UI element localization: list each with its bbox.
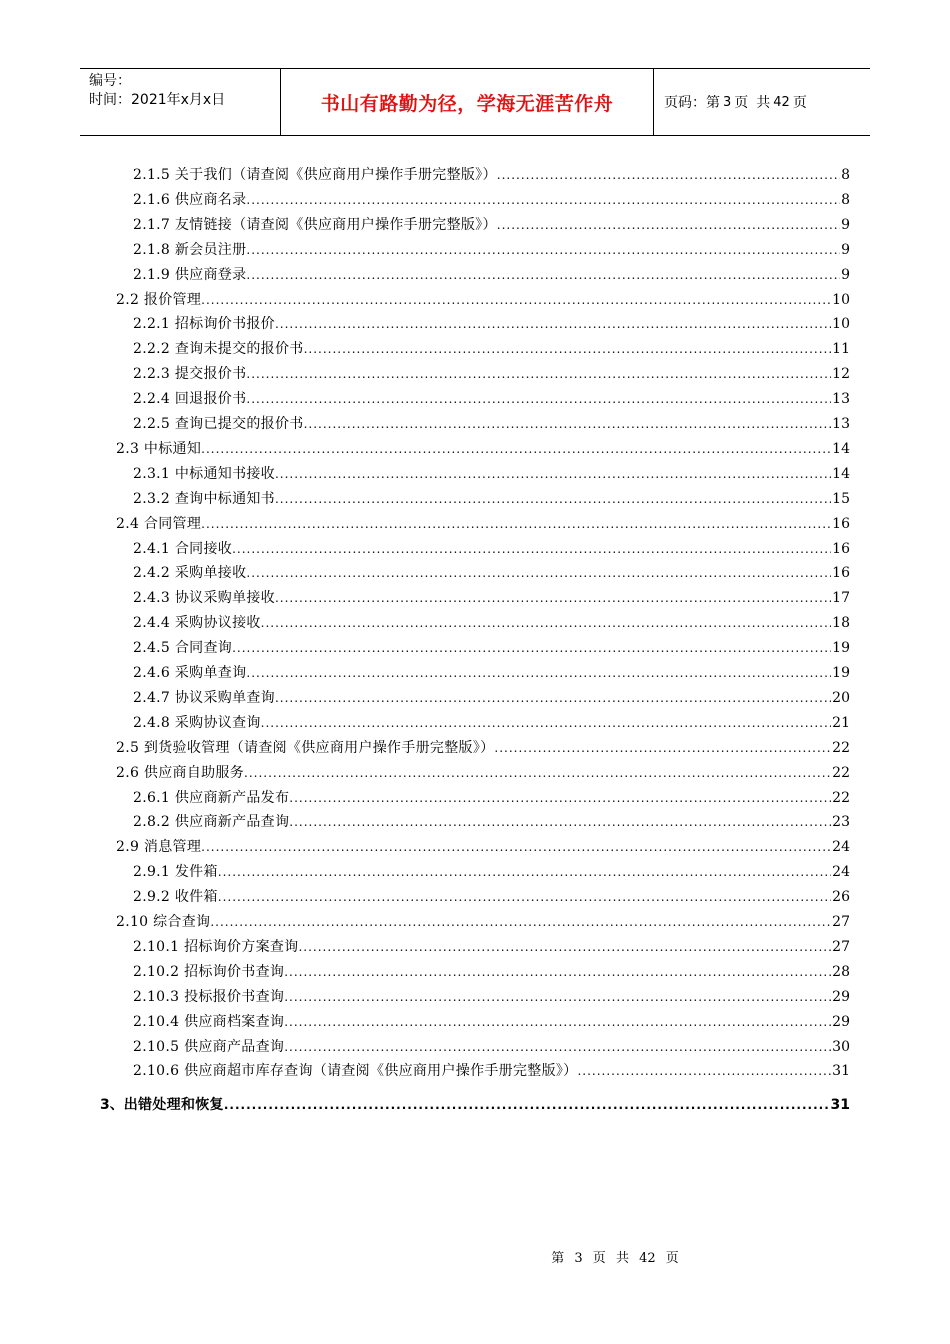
toc-entry[interactable] xyxy=(116,911,850,933)
toc-entry[interactable] xyxy=(133,811,850,833)
toc-entry-title: 2.6 供应商自助服务 xyxy=(116,764,245,781)
toc-leader-dots xyxy=(289,811,831,833)
toc-leader-dots xyxy=(304,338,832,360)
toc-entry[interactable] xyxy=(133,986,850,1008)
toc-entry[interactable] xyxy=(133,413,850,435)
toc-entry-title: 2.10.3 投标报价书查询 xyxy=(133,988,285,1005)
footer-pre: 第 xyxy=(551,1251,565,1266)
toc-leader-dots xyxy=(275,488,831,510)
toc-entry-title: 2.4 合同管理 xyxy=(116,515,202,532)
toc-entry-title: 2.5 到货验收管理（请查阅《供应商用户操作手册完整版》） xyxy=(116,739,495,756)
toc-entry[interactable] xyxy=(116,438,850,460)
header-page-current: 3 xyxy=(723,94,732,110)
toc-entry-page: 9 xyxy=(841,216,850,233)
toc-entry-page: 11 xyxy=(832,341,850,358)
toc-entry-page: 27 xyxy=(832,938,850,955)
toc-entry[interactable] xyxy=(133,189,850,211)
toc-leader-dots xyxy=(497,214,840,236)
toc-leader-dots xyxy=(284,1011,831,1033)
toc-entry[interactable] xyxy=(133,637,850,659)
header-page-total-label: 共 xyxy=(756,95,771,111)
toc-entry[interactable] xyxy=(133,313,850,335)
footer-mid: 页 xyxy=(592,1251,606,1266)
toc-entry-page: 16 xyxy=(832,540,850,557)
header-page-label: 页码：第 xyxy=(664,95,720,111)
toc-entry[interactable] xyxy=(133,1060,850,1082)
toc-leader-dots xyxy=(497,164,840,186)
page-footer xyxy=(0,1247,950,1266)
toc-leader-dots xyxy=(218,886,831,908)
toc-entry-title: 2.4.2 采购单接收 xyxy=(133,565,247,582)
toc-entry[interactable] xyxy=(133,488,850,510)
toc-leader-dots xyxy=(275,587,831,609)
toc-entry-page: 23 xyxy=(832,814,850,831)
toc-entry-page: 29 xyxy=(832,1013,850,1030)
toc-entry[interactable] xyxy=(116,762,850,784)
toc-entry[interactable] xyxy=(133,463,850,485)
footer-total-label: 共 xyxy=(615,1251,629,1266)
toc-entry-page: 30 xyxy=(832,1038,850,1055)
toc-entry-page: 22 xyxy=(832,739,850,756)
code-label: 编号： xyxy=(89,73,131,89)
toc-entry-page: 28 xyxy=(832,963,850,980)
footer-end: 页 xyxy=(665,1251,679,1266)
toc-entry-title: 2.1.9 供应商登录 xyxy=(133,266,247,283)
toc-leader-dots xyxy=(232,538,831,560)
toc-leader-dots xyxy=(246,662,831,684)
toc-entry-page: 24 xyxy=(832,839,850,856)
toc-entry[interactable] xyxy=(133,886,850,908)
time-label: 时间：2021年x月x日 xyxy=(89,92,226,108)
toc-entry-page: 29 xyxy=(832,988,850,1005)
toc-entry-title: 2.2.1 招标询价书报价 xyxy=(133,316,275,333)
toc-leader-dots xyxy=(246,562,831,584)
toc-entry[interactable] xyxy=(116,836,850,858)
toc-entry[interactable] xyxy=(116,513,850,535)
toc-leader-dots xyxy=(304,413,832,435)
toc-entry-title: 2.10.1 招标询价方案查询 xyxy=(133,938,299,955)
toc-entry-page: 16 xyxy=(832,565,850,582)
toc-chapter-title: 出错处理和恢复 xyxy=(123,1097,224,1113)
toc-entry-title: 2.8.2 供应商新产品查询 xyxy=(133,814,290,831)
toc-entry-page: 8 xyxy=(841,191,850,208)
toc-entry-title: 2.4.5 合同查询 xyxy=(133,640,233,657)
toc-entry[interactable] xyxy=(116,289,850,311)
toc-leader-dots xyxy=(289,787,831,809)
toc-leader-dots xyxy=(275,463,831,485)
toc-leader-dots xyxy=(201,438,831,460)
toc-entry-title: 2.10 综合查询 xyxy=(116,914,211,930)
toc-leader-dots xyxy=(246,189,840,211)
toc-entry-page: 13 xyxy=(832,391,850,408)
toc-entry-page: 8 xyxy=(841,167,850,183)
toc-entry-page: 16 xyxy=(832,515,850,532)
toc-leader-dots xyxy=(201,513,831,535)
toc-entry-page: 10 xyxy=(832,291,850,308)
toc-leader-dots xyxy=(244,762,831,784)
toc-leader-dots xyxy=(261,612,832,634)
toc-leader-dots xyxy=(246,388,831,410)
toc-entry-title: 2.9.2 收件箱 xyxy=(133,889,218,906)
toc-entry[interactable] xyxy=(133,861,850,883)
toc-entry-title: 2.1.7 友情链接（请查阅《供应商用户操作手册完整版》） xyxy=(133,216,497,233)
toc-entry-title: 2.3 中标通知 xyxy=(116,440,202,457)
toc-entry-title: 2.2.2 查询未提交的报价书 xyxy=(133,341,304,358)
toc-entry-page: 24 xyxy=(832,864,850,881)
toc-entry[interactable] xyxy=(133,936,850,958)
header-page-info xyxy=(654,69,870,135)
header-page-end: 页 xyxy=(792,95,807,111)
toc-entry[interactable] xyxy=(133,562,850,584)
header-page-mid: 页 xyxy=(734,95,749,111)
toc-entry-title: 2.3.1 中标通知书接收 xyxy=(133,465,275,482)
toc-entry-page: 22 xyxy=(832,789,850,806)
toc-entry-title: 2.10.4 供应商档案查询 xyxy=(133,1013,285,1030)
toc-leader-dots xyxy=(275,687,831,709)
toc-entry[interactable] xyxy=(133,338,850,360)
toc-entry-chapter[interactable] xyxy=(100,1094,850,1116)
toc-entry-title: 2.1.5 关于我们（请查阅《供应商用户操作手册完整版》） xyxy=(133,167,497,183)
toc-entry[interactable] xyxy=(133,264,850,286)
toc-entry-title: 2.1.6 供应商名录 xyxy=(133,191,247,208)
toc-entry-title: 2.6.1 供应商新产品发布 xyxy=(133,789,290,806)
footer-current: 3 xyxy=(574,1251,583,1266)
toc-leader-dots xyxy=(218,861,831,883)
toc-leader-dots xyxy=(210,911,831,933)
toc-entry-page: 26 xyxy=(832,889,850,906)
toc-leader-dots xyxy=(284,1036,831,1058)
footer-total: 42 xyxy=(639,1251,656,1266)
toc-leader-dots xyxy=(261,712,832,734)
toc-entry[interactable] xyxy=(133,363,850,385)
toc-entry-page: 17 xyxy=(832,590,850,607)
toc-entry-title: 2.4.8 采购协议查询 xyxy=(133,714,261,731)
toc-entry-title: 2.2.3 提交报价书 xyxy=(133,366,247,383)
header-motto: 书山有路勤为径，学海无涯苦作舟 xyxy=(281,69,654,135)
toc-entry-page: 10 xyxy=(832,316,850,333)
toc-entry-page: 13 xyxy=(832,416,850,432)
toc-entry-page: 21 xyxy=(832,714,850,731)
toc-leader-dots xyxy=(275,313,831,335)
toc-chapter-number: 3、 xyxy=(100,1097,124,1113)
toc-entry[interactable] xyxy=(133,712,850,734)
toc-leader-dots xyxy=(201,289,831,311)
page-header xyxy=(80,68,870,136)
toc-entry-title: 2.3.2 查询中标通知书 xyxy=(133,490,275,507)
toc-entry[interactable] xyxy=(133,214,850,236)
toc-entry-page: 14 xyxy=(832,465,850,482)
toc-leader-dots xyxy=(577,1060,831,1082)
toc-entry-page: 14 xyxy=(832,440,850,457)
toc-entry-page: 19 xyxy=(832,640,850,657)
toc-leader-dots xyxy=(246,363,831,385)
toc-leader-dots xyxy=(284,961,831,983)
toc-entry-title: 2.2 报价管理 xyxy=(116,291,202,308)
toc-entry-page: 20 xyxy=(832,689,850,706)
toc-entry-title: 2.2.5 查询已提交的报价书 xyxy=(133,416,304,432)
toc-entry-title: 2.1.8 新会员注册 xyxy=(133,241,247,258)
toc-entry-page: 12 xyxy=(832,366,850,383)
toc-leader-dots xyxy=(201,836,831,858)
toc-entry-title: 2.10.2 招标询价书查询 xyxy=(133,963,285,980)
toc-entry-title: 2.4.4 采购协议接收 xyxy=(133,615,261,632)
toc-entry-title: 2.9.1 发件箱 xyxy=(133,864,218,881)
toc-entry-page: 18 xyxy=(832,615,850,632)
toc-entry-page: 9 xyxy=(841,266,850,283)
toc-entry[interactable] xyxy=(133,1011,850,1033)
toc-entry-page: 22 xyxy=(832,764,850,781)
toc-entry[interactable] xyxy=(133,587,850,609)
toc-entry[interactable] xyxy=(133,662,850,684)
toc-entry[interactable] xyxy=(133,787,850,809)
toc-entry-page: 31 xyxy=(832,1063,850,1080)
toc-leader-dots xyxy=(246,239,840,261)
toc-entry[interactable] xyxy=(116,737,850,759)
toc-entry-title: 2.10.6 供应商超市库存查询（请查阅《供应商用户操作手册完整版》） xyxy=(133,1063,578,1080)
toc-entry[interactable] xyxy=(133,538,850,560)
toc-entry-title: 2.10.5 供应商产品查询 xyxy=(133,1038,285,1055)
toc-entry-title: 2.9 消息管理 xyxy=(116,839,202,856)
toc-entry[interactable] xyxy=(133,164,850,186)
toc-entry-title: 2.4.6 采购单查询 xyxy=(133,665,247,681)
toc-entry[interactable] xyxy=(133,388,850,410)
toc-leader-dots xyxy=(246,264,840,286)
toc-entry-page: 15 xyxy=(832,490,850,507)
header-meta xyxy=(80,69,281,135)
toc-entry[interactable] xyxy=(133,687,850,709)
toc-leader-dots xyxy=(494,737,831,759)
toc-entry[interactable] xyxy=(133,1036,850,1058)
toc-entry-page: 9 xyxy=(841,241,850,258)
toc-leader-dots xyxy=(232,637,831,659)
toc-entry-page: 27 xyxy=(832,914,850,930)
toc-chapter-page: 31 xyxy=(830,1097,850,1113)
toc-entry-title: 2.4.7 协议采购单查询 xyxy=(133,689,275,706)
toc-leader-dots xyxy=(224,1094,830,1116)
toc-leader-dots xyxy=(298,936,831,958)
header-page-total: 42 xyxy=(773,94,790,110)
toc-entry-title: 2.4.3 协议采购单接收 xyxy=(133,590,275,607)
toc-leader-dots xyxy=(284,986,831,1008)
toc-entry-page: 19 xyxy=(832,665,850,681)
toc-entry-title: 2.2.4 回退报价书 xyxy=(133,391,247,408)
toc-entry-title: 2.4.1 合同接收 xyxy=(133,540,233,557)
toc-entry[interactable] xyxy=(133,239,850,261)
toc-entry[interactable] xyxy=(133,612,850,634)
toc-entry[interactable] xyxy=(133,961,850,983)
